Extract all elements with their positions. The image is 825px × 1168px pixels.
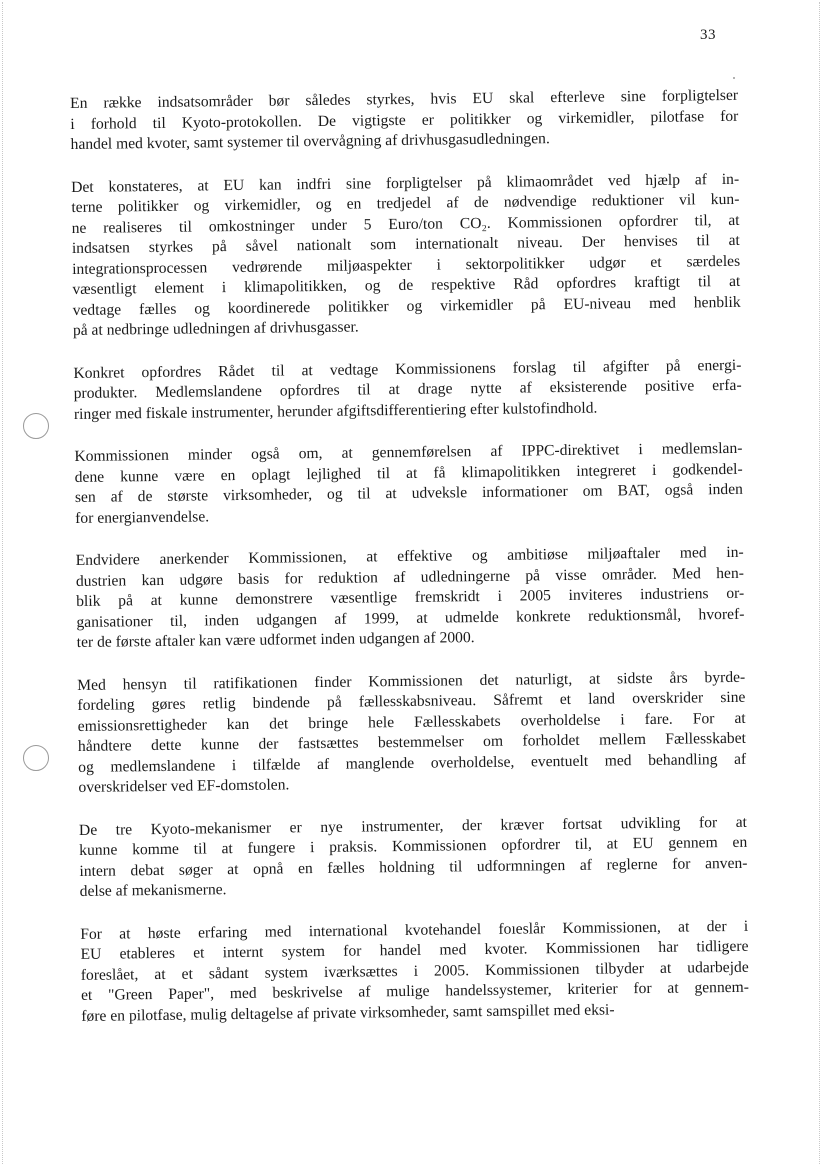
text-line: Det konstateres, at EU kan indfri sine forpligtelser på klimaområdet ved hjælp af in-: [71, 170, 740, 196]
text-line: Med hensyn til ratifikationen finder Kommissionen det naturligt, at sidste års byrde-: [77, 668, 746, 694]
page-number: 33: [700, 27, 716, 43]
punch-hole-lower: [23, 745, 49, 771]
text-line: dene kunne være en oplagt lejlighed til at få klimapolitikken integreret i godkendel-: [74, 460, 743, 486]
text-line: foreslået, at et sådant system iværksættes i 2005. Kommissionen tilbyder at udarbejde: [80, 958, 749, 984]
text-line: produkter. Medlemslandene opfordres til at drage nytte af eksisterende positive erfa-: [73, 376, 742, 402]
text-line: for energianvendelse.: [75, 507, 210, 527]
text-line: kunne komme til at fungere i praksis. Kommissionen opfordrer til, at EU gennem en: [79, 833, 748, 859]
punch-hole-upper: [23, 413, 49, 439]
paragraph: [80, 916, 749, 1027]
text-line: håndtere dette kunne der fastsættes bestemmelser om forholdet mellem Fællesskabet: [77, 729, 747, 755]
text-line: ter de første aftaler kan være udformet inden udgangen af 2000.: [76, 629, 475, 651]
paragraph: [77, 667, 746, 798]
paragraph: [79, 812, 748, 902]
text-line: indsatsen styrkes på såvel nationalt som internationalt niveau. Der henvises til at: [71, 231, 740, 257]
text-line: Kommissionen minder også om, at gennemførelsen af IPPC-direktivet i medlemslan-: [74, 439, 743, 465]
text-line: et "Green Paper", med beskrivelse af mulige handelssystemer, kriterier for at gennem-: [80, 978, 750, 1004]
scan-speck: [733, 77, 735, 79]
text-line: vedtage fælles og koordinerede politikker og virkemidler på EU-niveau med henblik: [72, 293, 741, 319]
paragraph: [76, 543, 745, 654]
text-line: EU etableres et internt system for handel med kvoter. Kommissionen har tidligere: [80, 937, 749, 963]
text-line: ne realiseres til omkostninger under 5 Euro/ton CO₂. Kommissionen opfordrer til, at: [71, 211, 740, 237]
text-line: i forhold til Kyoto-protokollen. De vigtigste er politikker og virkemidler, pilotfase for: [70, 107, 739, 133]
text-line: For at høste erfaring med international kvotehandel foıeslår Kommissionen, at der i: [80, 917, 749, 943]
text-line: væsentligt element i klimapolitikken, og de respektive Råd opfordres kraftigt til at: [72, 272, 741, 298]
paragraph: [71, 169, 741, 341]
text-line: Konkret opfordres Rådet til at vedtage Kommissionens forslag til afgifter på energi-: [73, 356, 742, 382]
text-line: ringer med fiskale instrumenter, herunder afgiftsdifferentiering efter kulstofindhold.: [73, 399, 598, 423]
paragraph: [70, 86, 739, 156]
text-line: og medlemslandene i tilfælde af manglende overholdelse, eventuelt med behandling af: [78, 750, 747, 776]
text-line: blik på at kunne demonstrere væsentlige fremskridt i 2005 inviteres industriens or-: [76, 584, 745, 610]
text-line: delse af mekanismerne.: [79, 881, 227, 900]
text-line: Endvidere anerkender Kommissionen, at effektive og ambitiøse miljøaftaler med in-: [75, 543, 744, 569]
text-line: overskridelser ved EF-domstolen.: [78, 776, 290, 796]
text-line: dustrien kan udgøre basis for reduktion af udledningerne på visse områder. Med hen-: [75, 564, 745, 590]
paragraph: [73, 355, 742, 425]
text-line: integrationsprocessen vedrørende miljøaspekter i sektorpolitikker udgør et særdeles: [72, 252, 741, 278]
text-line: handel med kvoter, samt systemer til overvågning af drivhusgasudledningen.: [70, 130, 550, 153]
text-line: terne politikker og virkemidler, og en tredjedel af de nødvendige reduktioner vil kun-: [71, 190, 740, 216]
text-line: fordeling gøres retlig bindende på fællesskabsniveau. Såfremt et land overskrider sine: [77, 688, 746, 714]
text-line: intern debat søger at opnå en fælles holdning til udformningen af reglerne for anven-: [79, 854, 748, 880]
text-line: emissionsrettigheder kan det bringe hele Fællesskabets overholdelse i fare. For at: [77, 709, 746, 735]
document-body: [70, 86, 750, 1049]
text-line: En række indsatsområder bør således styrkes, hvis EU skal efterleve sine forpligtelser: [70, 86, 739, 112]
text-line: føre en pilotfase, mulig deltagelse af private virksomheder, samt samspillet med eksi-: [81, 1000, 615, 1025]
text-line: De tre Kyoto-mekanismer er nye instrumenter, der kræver fortsat udvikling for at: [78, 813, 748, 839]
paragraph: [74, 439, 743, 529]
text-line: ganisationer til, inden udgangen af 1999, at udmelde konkrete reduktionsmål, hvoref-: [76, 605, 745, 631]
text-line: på at nedbringe udledningen af drivhusgasser.: [72, 318, 359, 339]
text-line: sen af de største virksomheder, og til at udveksle informationer om BAT, også inden: [74, 480, 743, 506]
